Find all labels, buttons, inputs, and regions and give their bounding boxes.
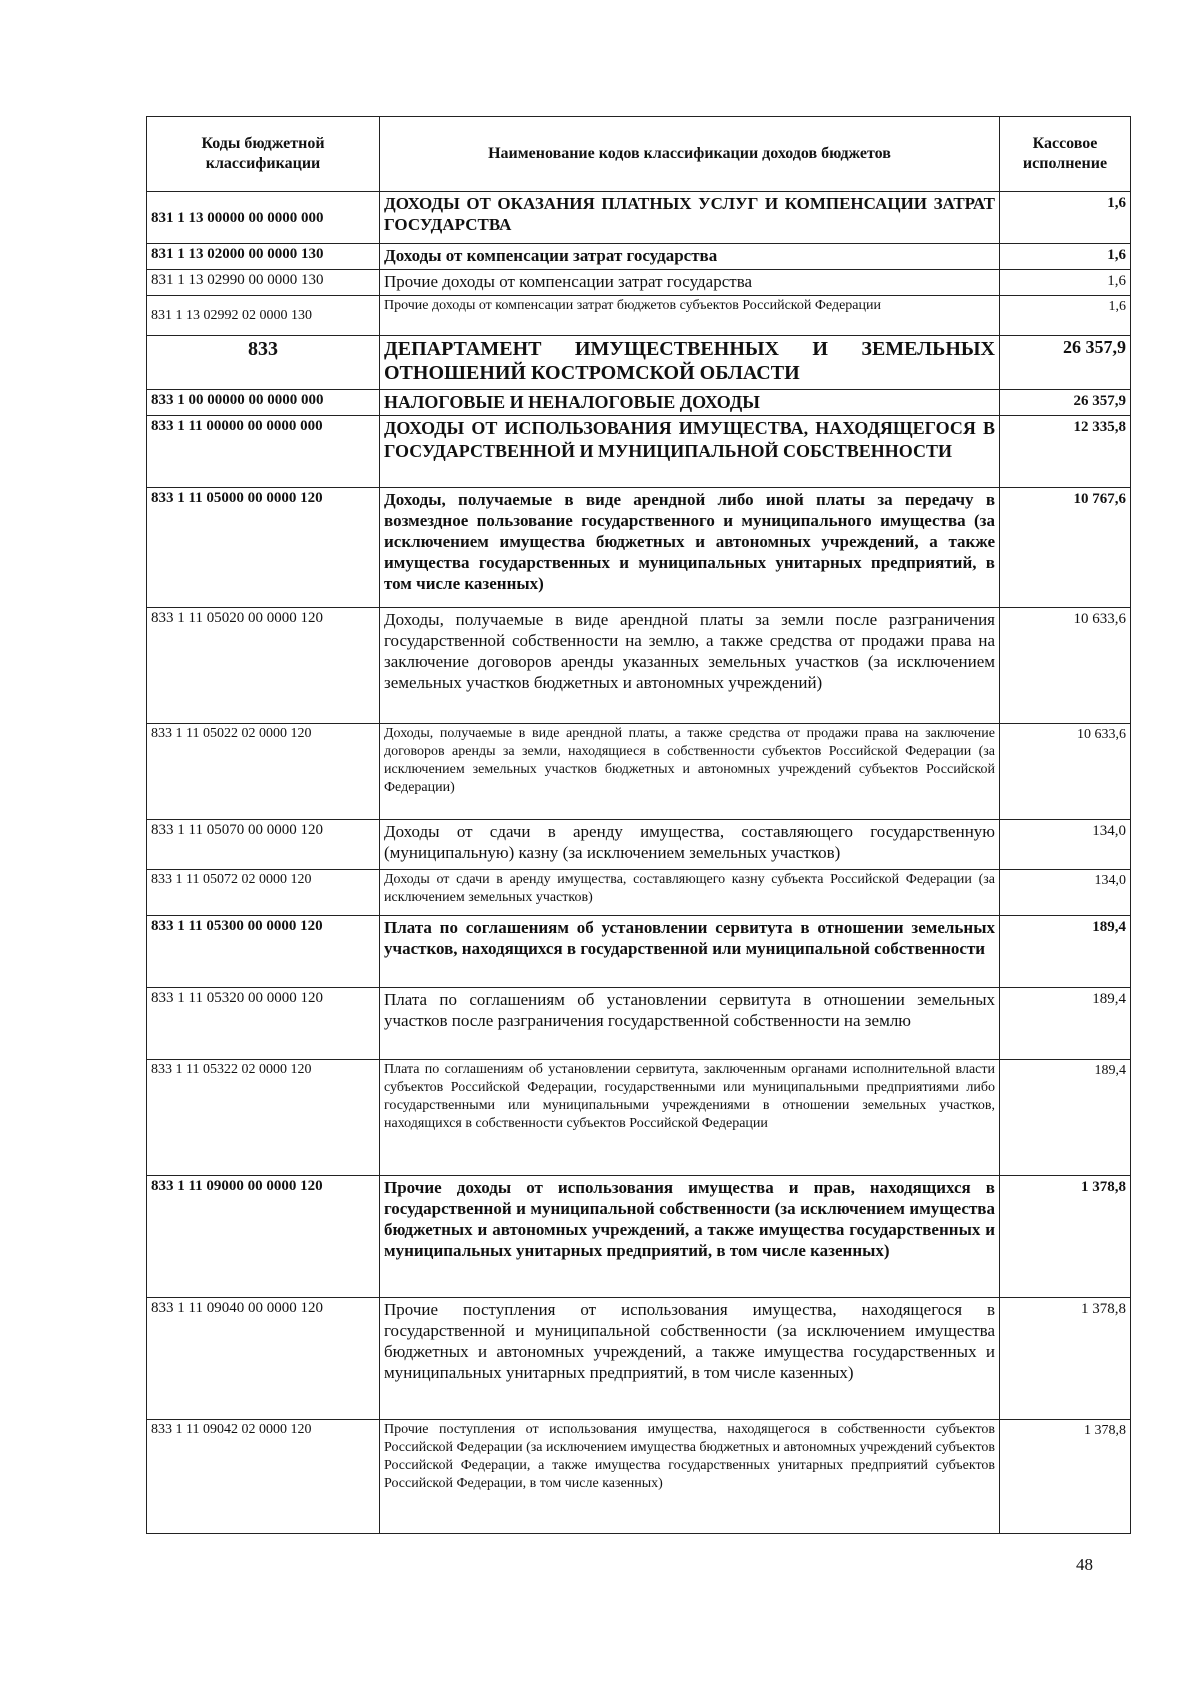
- row-amount: 1,6: [1000, 296, 1131, 336]
- row-name: ДОХОДЫ ОТ ИСПОЛЬЗОВАНИЯ ИМУЩЕСТВА, НАХОДЯЩЕГОСЯ В ГОСУДАРСТВЕННОЙ И МУНИЦИПАЛЬНОЙ СОБСТВЕННОСТИ: [380, 416, 1000, 488]
- table-row: [147, 1176, 1131, 1298]
- table-row: [147, 988, 1131, 1060]
- row-code: 831 1 13 02992 02 0000 130: [147, 296, 380, 336]
- row-code: 833 1 11 05000 00 0000 120: [147, 488, 380, 608]
- table-row: [147, 870, 1131, 916]
- table-row: [147, 244, 1131, 270]
- row-name: НАЛОГОВЫЕ И НЕНАЛОГОВЫЕ ДОХОДЫ: [380, 390, 1000, 416]
- row-name: Доходы от сдачи в аренду имущества, составляющего государственную (муниципальную) казну (за исключением земельных участков): [380, 820, 1000, 870]
- row-code: 833: [147, 336, 380, 390]
- row-name: Прочие поступления от использования имущества, находящегося в собственности субъектов Российской Федерации (за исключением имущества бюджетных и автономных учреждений субъектов Российской Федерации, а также имущества государственных унитарных предприятий субъектов Российской Федерации, в том числе казенных): [380, 1420, 1000, 1534]
- row-amount: 1 378,8: [1000, 1420, 1131, 1534]
- table-header-row: [147, 117, 1131, 192]
- table-row: [147, 1298, 1131, 1420]
- row-name: Прочие доходы от компенсации затрат бюджетов субъектов Российской Федерации: [380, 296, 1000, 336]
- row-amount: 10 633,6: [1000, 608, 1131, 724]
- table-row: [147, 270, 1131, 296]
- table-row: [147, 296, 1131, 336]
- row-amount: 26 357,9: [1000, 390, 1131, 416]
- row-code: 831 1 13 02000 00 0000 130: [147, 244, 380, 270]
- table-row: [147, 820, 1131, 870]
- row-name: Прочие доходы от использования имущества и прав, находящихся в государственной и муниципальной собственности (за исключением имущества бюджетных и автономных учреждений, а также имущества государственных и муниципальных унитарных предприятий, в том числе казенных): [380, 1176, 1000, 1298]
- row-code: 833 1 11 05022 02 0000 120: [147, 724, 380, 820]
- row-amount: 10 767,6: [1000, 488, 1131, 608]
- row-code: 833 1 11 09000 00 0000 120: [147, 1176, 380, 1298]
- table-row: [147, 608, 1131, 724]
- row-code: 833 1 11 05072 02 0000 120: [147, 870, 380, 916]
- row-amount: 26 357,9: [1000, 336, 1131, 390]
- row-name: ДОХОДЫ ОТ ОКАЗАНИЯ ПЛАТНЫХ УСЛУГ И КОМПЕНСАЦИИ ЗАТРАТ ГОСУДАРСТВА: [380, 192, 1000, 244]
- table-row: [147, 1420, 1131, 1534]
- row-code: 833 1 00 00000 00 0000 000: [147, 390, 380, 416]
- row-name: Плата по соглашениям об установлении сервитута в отношении земельных участков, находящихся в государственной или муниципальной собственности: [380, 916, 1000, 988]
- row-code: 831 1 13 00000 00 0000 000: [147, 192, 380, 244]
- row-amount: 189,4: [1000, 988, 1131, 1060]
- row-name: Доходы от компенсации затрат государства: [380, 244, 1000, 270]
- row-name: Доходы, получаемые в виде арендной платы за земли после разграничения государственной собственности на землю, а также средства от продажи права на заключение договоров аренды указанных земельных участков (за исключением земельных участков бюджетных и автономных учреждений): [380, 608, 1000, 724]
- row-amount: 134,0: [1000, 870, 1131, 916]
- row-name: Доходы, получаемые в виде арендной платы, а также средства от продажи права на заключение договоров аренды за земли, находящиеся в собственности субъектов Российской Федерации (за исключением земельных участков бюджетных и автономных учреждений субъектов Российской Федерации): [380, 724, 1000, 820]
- row-code: 833 1 11 09040 00 0000 120: [147, 1298, 380, 1420]
- row-name: Прочие доходы от компенсации затрат государства: [380, 270, 1000, 296]
- row-amount: 1,6: [1000, 244, 1131, 270]
- row-amount: 1,6: [1000, 192, 1131, 244]
- row-code: 833 1 11 09042 02 0000 120: [147, 1420, 380, 1534]
- row-name: Доходы от сдачи в аренду имущества, составляющего казну субъекта Российской Федерации (за исключением земельных участков): [380, 870, 1000, 916]
- table-row: [147, 916, 1131, 988]
- header-amount: Кассовое исполнение: [1000, 117, 1131, 192]
- row-amount: 134,0: [1000, 820, 1131, 870]
- row-code: 833 1 11 05020 00 0000 120: [147, 608, 380, 724]
- row-amount: 189,4: [1000, 1060, 1131, 1176]
- row-code: 833 1 11 05320 00 0000 120: [147, 988, 380, 1060]
- row-code: 833 1 11 00000 00 0000 000: [147, 416, 380, 488]
- row-amount: 1 378,8: [1000, 1176, 1131, 1298]
- table-row: [147, 1060, 1131, 1176]
- row-amount: 1 378,8: [1000, 1298, 1131, 1420]
- header-name: Наименование кодов классификации доходов бюджетов: [380, 117, 1000, 192]
- row-amount: 1,6: [1000, 270, 1131, 296]
- header-codes: Коды бюджетной классификации: [147, 117, 380, 192]
- row-amount: 10 633,6: [1000, 724, 1131, 820]
- table-row: [147, 192, 1131, 244]
- row-name: Доходы, получаемые в виде арендной либо иной платы за передачу в возмездное пользование государственного и муниципального имущества (за исключением имущества бюджетных и автономных учреждений, а также имущества государственных и муниципальных унитарных предприятий, в том числе казенных): [380, 488, 1000, 608]
- row-name: Плата по соглашениям об установлении сервитута в отношении земельных участков после разграничения государственной собственности на землю: [380, 988, 1000, 1060]
- table-row: [147, 416, 1131, 488]
- revenue-table: [146, 116, 1131, 1534]
- page-number: 48: [1076, 1555, 1093, 1574]
- row-name: Прочие поступления от использования имущества, находящегося в государственной и муниципальной собственности (за исключением имущества бюджетных и автономных учреждений, а также имущества государственных и муниципальных унитарных предприятий, в том числе казенных): [380, 1298, 1000, 1420]
- table-row: [147, 336, 1131, 390]
- row-amount: 12 335,8: [1000, 416, 1131, 488]
- row-code: 831 1 13 02990 00 0000 130: [147, 270, 380, 296]
- row-code: 833 1 11 05322 02 0000 120: [147, 1060, 380, 1176]
- row-code: 833 1 11 05070 00 0000 120: [147, 820, 380, 870]
- row-name: ДЕПАРТАМЕНТ ИМУЩЕСТВЕННЫХ И ЗЕМЕЛЬНЫХ ОТНОШЕНИЙ КОСТРОМСКОЙ ОБЛАСТИ: [380, 336, 1000, 390]
- row-code: 833 1 11 05300 00 0000 120: [147, 916, 380, 988]
- table-row: [147, 390, 1131, 416]
- row-amount: 189,4: [1000, 916, 1131, 988]
- row-name: Плата по соглашениям об установлении сервитута, заключенным органами исполнительной власти субъектов Российской Федерации, государственными или муниципальными предприятиями либо государственными или муниципальными учреждениями в отношении земельных участков, находящихся в собственности субъектов Российской Федерации: [380, 1060, 1000, 1176]
- table-row: [147, 724, 1131, 820]
- table-row: [147, 488, 1131, 608]
